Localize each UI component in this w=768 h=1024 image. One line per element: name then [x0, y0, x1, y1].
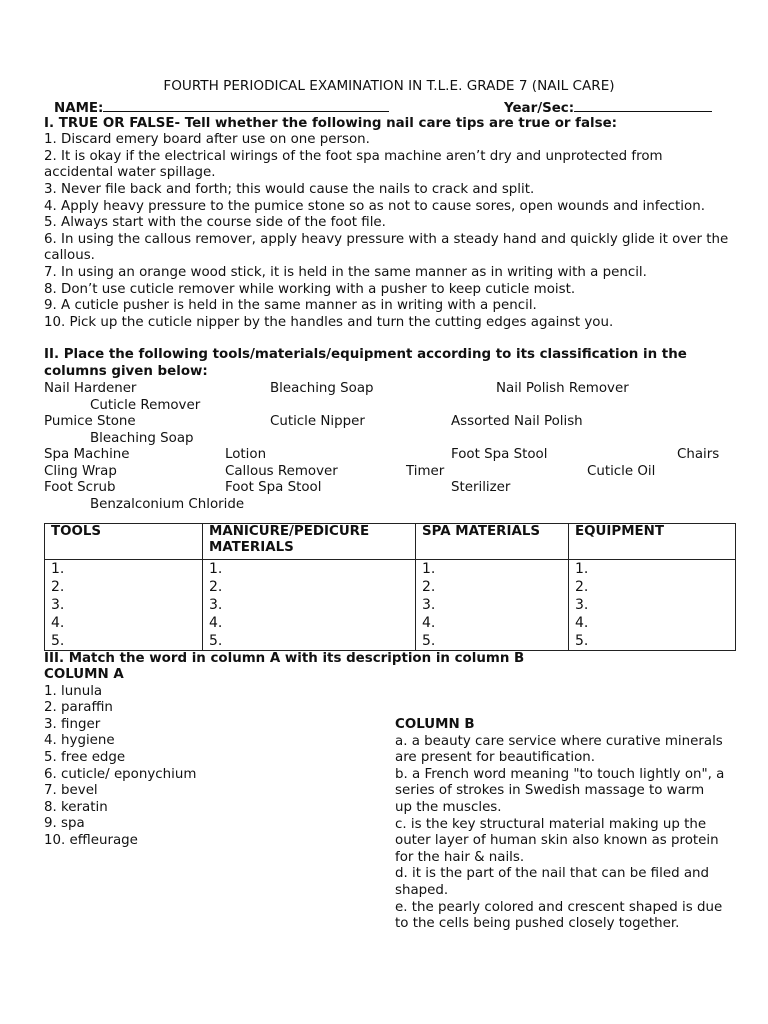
column-b-item: e. the pearly colored and crescent shaped is due to the cells being pushed closely together. — [395, 899, 723, 932]
part1-item: 10. Pick up the cuticle nipper by the handles and turn the cutting edges against you. — [44, 314, 614, 330]
answer-number: 4. — [575, 614, 589, 631]
column-a-item: 8. keratin — [44, 799, 108, 815]
part2-item: Spa Machine — [44, 446, 130, 462]
part2-items — [44, 381, 734, 514]
answer-number: 1. — [209, 560, 223, 577]
answer-number: 4. — [209, 614, 223, 631]
part2-item: Foot Scrub — [44, 479, 116, 495]
part2-item: Benzalconium Chloride — [90, 496, 245, 512]
section-gap — [44, 331, 734, 347]
part1-list — [44, 132, 734, 331]
part2-heading: II. Place the following tools/materials/equipment according to its classification in the columns given below: — [44, 347, 687, 379]
equipment-cell[interactable] — [569, 559, 736, 650]
part2-item: Timer — [406, 463, 445, 479]
column-a-item: 6. cuticle/ eponychium — [44, 766, 197, 782]
column-a-item: 1. lunula — [44, 683, 103, 699]
column-a-item: 10. effleurage — [44, 833, 138, 849]
materials-cell[interactable] — [203, 559, 416, 650]
answer-number: 2. — [422, 578, 436, 595]
part1-item: 5. Always start with the course side of the foot file. — [44, 215, 386, 231]
part1-item: 3. Never file back and forth; this would cause the nails to crack and split. — [44, 181, 535, 197]
column-a-item: 2. paraffin — [44, 700, 113, 716]
table-header-spa: SPA MATERIALS — [416, 523, 569, 559]
classification-table — [44, 523, 736, 651]
answer-number: 1. — [575, 560, 589, 577]
part1-item: 9. A cuticle pusher is held in the same manner as in writing with a pencil. — [44, 298, 537, 314]
name-line — [103, 99, 389, 112]
part2-item: Pumice Stone — [44, 413, 136, 429]
column-b-item: a. a beauty care service where curative minerals are present for beautification. — [395, 733, 723, 766]
part2-item: Callous Remover — [225, 463, 338, 479]
matching-section — [44, 667, 734, 937]
table-header-equipment: EQUIPMENT — [569, 523, 736, 559]
part1-item: 2. It is okay if the electrical wirings of the foot spa machine aren’t dry and unprotected from accidental water spillage. — [44, 148, 663, 181]
year-line — [574, 99, 712, 112]
answer-number: 1. — [51, 560, 65, 577]
exam-page — [44, 78, 734, 937]
column-b-item: b. a French word meaning "to touch lightly on", a series of strokes in Swedish massage to warm up the muscles. — [395, 766, 725, 816]
column-a-label: COLUMN A — [44, 667, 124, 683]
part1-item: 6. In using the callous remover, apply heavy pressure with a steady hand and quickly glide it over the callous. — [44, 231, 729, 264]
table-header-tools: TOOLS — [45, 523, 203, 559]
year-label: Year/Sec: — [504, 100, 575, 116]
year-sec-field[interactable] — [504, 99, 712, 118]
answer-number: 3. — [209, 596, 223, 613]
part2-item: Foot Spa Stool — [451, 446, 548, 462]
answer-number: 5. — [575, 632, 589, 649]
column-a-item: 7. bevel — [44, 783, 98, 799]
part2-item: Cling Wrap — [44, 463, 117, 479]
answer-number: 4. — [422, 614, 436, 631]
column-a-item: 5. free edge — [44, 750, 126, 766]
part2-item: Lotion — [225, 446, 267, 462]
part2-item: Foot Spa Stool — [225, 479, 322, 495]
answer-number: 3. — [51, 596, 65, 613]
answer-number: 2. — [575, 578, 589, 595]
part2-item: Assorted Nail Polish — [451, 413, 583, 429]
part1-heading: I. TRUE OR FALSE- Tell whether the following nail care tips are true or false: — [44, 115, 618, 131]
answer-number: 1. — [422, 560, 436, 577]
part1-item: 1. Discard emery board after use on one person. — [44, 132, 370, 148]
answer-number: 2. — [209, 578, 223, 595]
column-a — [44, 667, 374, 850]
part2-item: Nail Hardener — [44, 380, 137, 396]
part1-item: 7. In using an orange wood stick, it is held in the same manner as in writing with a pencil. — [44, 264, 647, 280]
spa-cell[interactable] — [416, 559, 569, 650]
column-b-item: d. it is the part of the nail that can be filed and shaped. — [395, 866, 710, 899]
part2-item: Bleaching Soap — [90, 430, 194, 446]
name-label: NAME: — [54, 100, 104, 116]
part2-item: Cuticle Nipper — [270, 413, 365, 429]
answer-number: 4. — [51, 614, 65, 631]
answer-number: 2. — [51, 578, 65, 595]
name-field[interactable] — [54, 99, 389, 118]
answer-number: 5. — [209, 632, 223, 649]
column-a-item: 4. hygiene — [44, 733, 115, 749]
table-header-materials: MANICURE/PEDICURE MATERIALS — [203, 523, 416, 559]
tools-cell[interactable] — [45, 559, 203, 650]
answer-number: 5. — [51, 632, 65, 649]
table-answer-row — [45, 559, 736, 650]
answer-number: 3. — [422, 596, 436, 613]
column-b-label: COLUMN B — [395, 717, 475, 733]
part2-item: Chairs — [677, 446, 720, 462]
part3-heading: III. Match the word in column A with its description in column B — [44, 650, 525, 666]
column-a-item: 9. spa — [44, 816, 85, 832]
column-b-item: c. is the key structural material making up the outer layer of human skin also known as protein for the hair & nails. — [395, 816, 719, 865]
part1-item: 4. Apply heavy pressure to the pumice stone so as not to cause sores, open wounds and infection. — [44, 198, 705, 214]
part2-item: Nail Polish Remover — [496, 380, 629, 396]
name-year-row — [44, 99, 734, 116]
answer-number: 3. — [575, 596, 589, 613]
answer-number: 5. — [422, 632, 436, 649]
part2-item: Cuticle Remover — [90, 397, 201, 413]
part1-item: 8. Don’t use cuticle remover while working with a pusher to keep cuticle moist. — [44, 281, 576, 297]
column-b — [395, 717, 725, 933]
exam-title: FOURTH PERIODICAL EXAMINATION IN T.L.E. GRADE 7 (NAIL CARE) — [163, 78, 615, 94]
part2-item: Cuticle Oil — [587, 463, 656, 479]
part2-item: Sterilizer — [451, 479, 511, 495]
part2-item: Bleaching Soap — [270, 380, 374, 396]
column-a-item: 3. finger — [44, 716, 101, 732]
table-header-row — [45, 523, 736, 559]
